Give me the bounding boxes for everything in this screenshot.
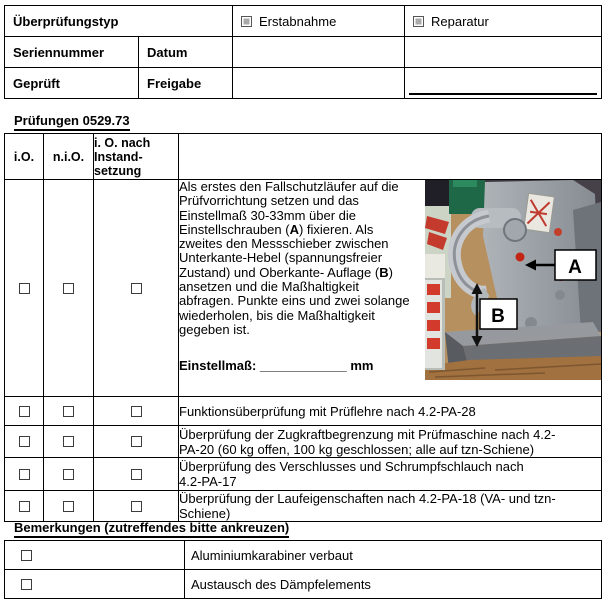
einstellmass-unit: mm — [350, 358, 374, 374]
row1-io-nach-checkbox[interactable] — [131, 406, 142, 417]
daempfelement-checkbox[interactable] — [21, 579, 32, 590]
label-b: B — [491, 306, 505, 327]
row-description: Überprüfung des Verschlusses und Schrumpfschlauch nach 4.2-PA-17 — [179, 458, 602, 491]
erstabnahme-label: Erstabnahme — [259, 13, 337, 29]
row4-io-checkbox[interactable] — [19, 501, 30, 512]
freigabe-value-field[interactable] — [405, 68, 602, 99]
checkbox-cell — [94, 491, 179, 522]
procedure-row — [5, 180, 602, 397]
screw-a-target — [516, 253, 525, 262]
table-row — [5, 397, 602, 426]
remark-label: Austausch des Dämpfelements — [185, 570, 602, 599]
checkbox-cell — [44, 491, 94, 522]
bold-b-ref: B — [379, 264, 389, 280]
proc-io-nach-checkbox[interactable] — [131, 283, 142, 294]
option-reparatur — [405, 6, 602, 37]
table-row — [5, 458, 602, 491]
checkbox-cell — [5, 397, 44, 426]
table-row — [5, 6, 602, 37]
table-row — [5, 570, 602, 599]
red-marker — [427, 284, 440, 295]
checkbox-cell — [5, 458, 44, 491]
red-marker — [427, 302, 440, 313]
proc-io-checkbox[interactable] — [19, 283, 30, 294]
col-io-header: i.O. — [5, 134, 44, 180]
datum-label: Datum — [139, 37, 233, 68]
reparatur-checkbox[interactable] — [413, 16, 424, 27]
table-row — [5, 68, 602, 99]
checkbox-cell — [94, 426, 179, 458]
checkbox-cell — [44, 397, 94, 426]
checkbox-cell — [94, 180, 179, 397]
row-description: Überprüfung der Zugkraftbegrenzung mit Prüfmaschine nach 4.2- PA-20 (60 kg offen, 100 kg geschlossen; alle auf tzn-Schiene) — [179, 426, 602, 458]
table-header-row — [5, 134, 602, 180]
checkbox-cell — [44, 180, 94, 397]
proc-nio-checkbox[interactable] — [63, 283, 74, 294]
row3-io-checkbox[interactable] — [19, 469, 30, 480]
row-description: Überprüfung der Laufeigenschaften nach 4.2-PA-18 (VA- und tzn- Schiene) — [179, 491, 602, 522]
row-description: Funktionsüberprüfung mit Prüflehre nach 4.2-PA-28 — [179, 397, 602, 426]
ueberpruefungstyp-label: Überprüfungstyp — [5, 6, 233, 37]
row2-io-checkbox[interactable] — [19, 436, 30, 447]
erstabnahme-checkbox[interactable] — [241, 16, 252, 27]
table-row — [5, 426, 602, 458]
seriennummer-value-field[interactable] — [233, 37, 405, 68]
geprueft-label: Geprüft — [5, 68, 139, 99]
option-erstabnahme — [233, 6, 405, 37]
checkbox-cell — [94, 458, 179, 491]
checkbox-cell — [44, 426, 94, 458]
einstellmass-label: Einstellmaß: — [179, 358, 257, 374]
remarks-table — [4, 540, 602, 599]
device-photo — [425, 180, 601, 380]
row3-io-nach-checkbox[interactable] — [131, 469, 142, 480]
checkbox-cell — [5, 180, 44, 397]
remark-label: Aluminiumkarabiner verbaut — [185, 541, 602, 570]
row1-nio-checkbox[interactable] — [63, 406, 74, 417]
row2-nio-checkbox[interactable] — [63, 436, 74, 447]
col-io-nach-header: i. O. nach Instand-setzung — [94, 134, 179, 180]
checkbox-cell — [44, 458, 94, 491]
datum-value-field[interactable] — [405, 37, 602, 68]
row3-nio-checkbox[interactable] — [63, 469, 74, 480]
table-row — [5, 37, 602, 68]
pruefungen-title: Prüfungen 0529.73 — [14, 114, 130, 131]
warning-sticker — [524, 193, 555, 232]
checkbox-cell — [5, 570, 185, 599]
einstellmass-blank-field[interactable]: ____________ — [259, 358, 347, 374]
geprueft-value-field[interactable] — [233, 68, 405, 99]
col-description-header — [179, 134, 602, 180]
freigabe-label: Freigabe — [139, 68, 233, 99]
reparatur-label: Reparatur — [431, 13, 489, 29]
device-photo-svg — [425, 180, 601, 380]
checkbox-cell — [94, 397, 179, 426]
header-table — [4, 5, 602, 99]
red-marker — [427, 320, 440, 331]
row1-io-checkbox[interactable] — [19, 406, 30, 417]
seriennummer-label: Seriennummer — [5, 37, 139, 68]
row2-io-nach-checkbox[interactable] — [131, 436, 142, 447]
procedure-text: Als erstes den Fallschutzläufer auf die Prüfvorrichtung setzen und das Einstellmaß 30-33mm über die Einstellschrauben (A) fixieren. Als zweites den Messschieber zwischen Unterkante-Hebel (spannungsfreier Zustand) und Oberkante- Auflage (B) ansetzen und die Maßhaltigkeit abfragen. Punkte eins und zwei solange wiederholen, bis die Maßhaltigkeit gegeben ist. — [179, 179, 410, 337]
checkbox-cell — [5, 541, 185, 570]
row4-nio-checkbox[interactable] — [63, 501, 74, 512]
aluminiumkarabiner-checkbox[interactable] — [21, 550, 32, 561]
col-nio-header: n.i.O. — [44, 134, 94, 180]
row4-io-nach-checkbox[interactable] — [131, 501, 142, 512]
table-row — [5, 491, 602, 522]
inspections-table — [4, 133, 602, 522]
signature-line[interactable] — [409, 93, 597, 95]
label-a: A — [568, 257, 582, 278]
bemerkungen-title: Bemerkungen (zutreffendes bitte ankreuzen) — [14, 521, 289, 538]
procedure-cell — [179, 180, 602, 397]
red-marker — [427, 338, 440, 349]
bold-a-ref: A — [289, 221, 299, 237]
checkbox-cell — [5, 491, 44, 522]
table-row — [5, 541, 602, 570]
checkbox-cell — [5, 426, 44, 458]
